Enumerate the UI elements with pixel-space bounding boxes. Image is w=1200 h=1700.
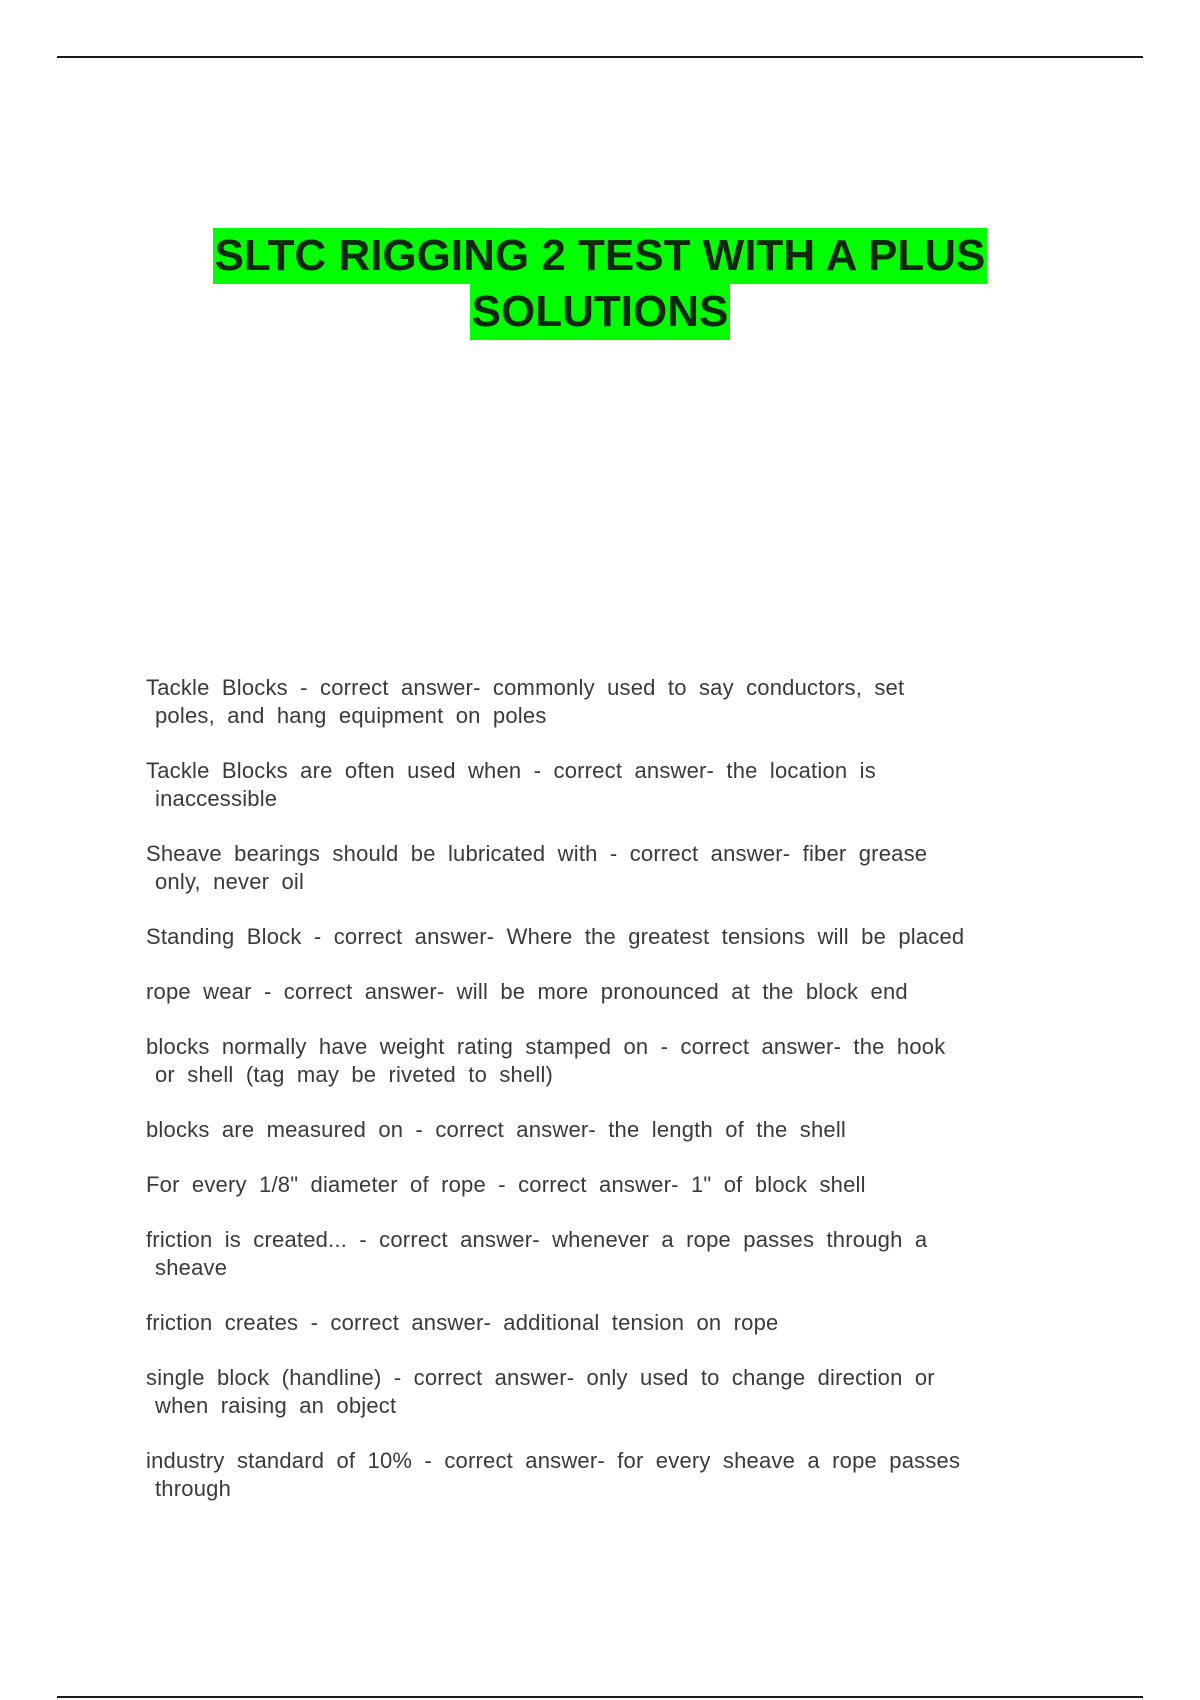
qa-item [146,757,1046,813]
qa-line: sheave [155,1255,228,1280]
bottom-rule [57,1696,1143,1698]
qa-line: through [155,1476,232,1501]
qa-line: only, never oil [155,869,305,894]
qa-line: Tackle Blocks are often used when - correct answer- the location is [146,758,876,783]
qa-item [146,1033,1046,1089]
qa-line: For every 1/8" diameter of rope - correct answer- 1" of block shell [146,1172,866,1197]
qa-line: friction is created... - correct answer- whenever a rope passes through a [146,1227,928,1252]
qa-item [146,923,1046,951]
title-line-2: SOLUTIONS [470,284,731,340]
qa-item [146,840,1046,896]
qa-line: Tackle Blocks - correct answer- commonly used to say conductors, set [146,675,905,700]
qa-item [146,1364,1046,1420]
title-line-1: SLTC RIGGING 2 TEST WITH A PLUS [213,228,988,284]
qa-line: blocks normally have weight rating stamped on - correct answer- the hook [146,1034,946,1059]
qa-list [146,674,1046,1530]
qa-line: friction creates - correct answer- additional tension on rope [146,1310,779,1335]
qa-line: single block (handline) - correct answer- only used to change direction or [146,1365,935,1390]
qa-line: rope wear - correct answer- will be more pronounced at the block end [146,979,908,1004]
qa-line: inaccessible [155,786,278,811]
qa-line: Standing Block - correct answer- Where the greatest tensions will be placed [146,924,965,949]
qa-line: when raising an object [155,1393,397,1418]
qa-item [146,978,1046,1006]
document-title [0,228,1200,340]
qa-item [146,674,1046,730]
qa-item [146,1116,1046,1144]
qa-line: or shell (tag may be riveted to shell) [155,1062,554,1087]
qa-line: industry standard of 10% - correct answer- for every sheave a rope passes [146,1448,961,1473]
qa-line: blocks are measured on - correct answer- the length of the shell [146,1117,846,1142]
qa-line: poles, and hang equipment on poles [155,703,547,728]
qa-item [146,1309,1046,1337]
top-rule [57,56,1143,58]
qa-item [146,1171,1046,1199]
qa-line: Sheave bearings should be lubricated with - correct answer- fiber grease [146,841,928,866]
qa-item [146,1447,1046,1503]
qa-item [146,1226,1046,1282]
